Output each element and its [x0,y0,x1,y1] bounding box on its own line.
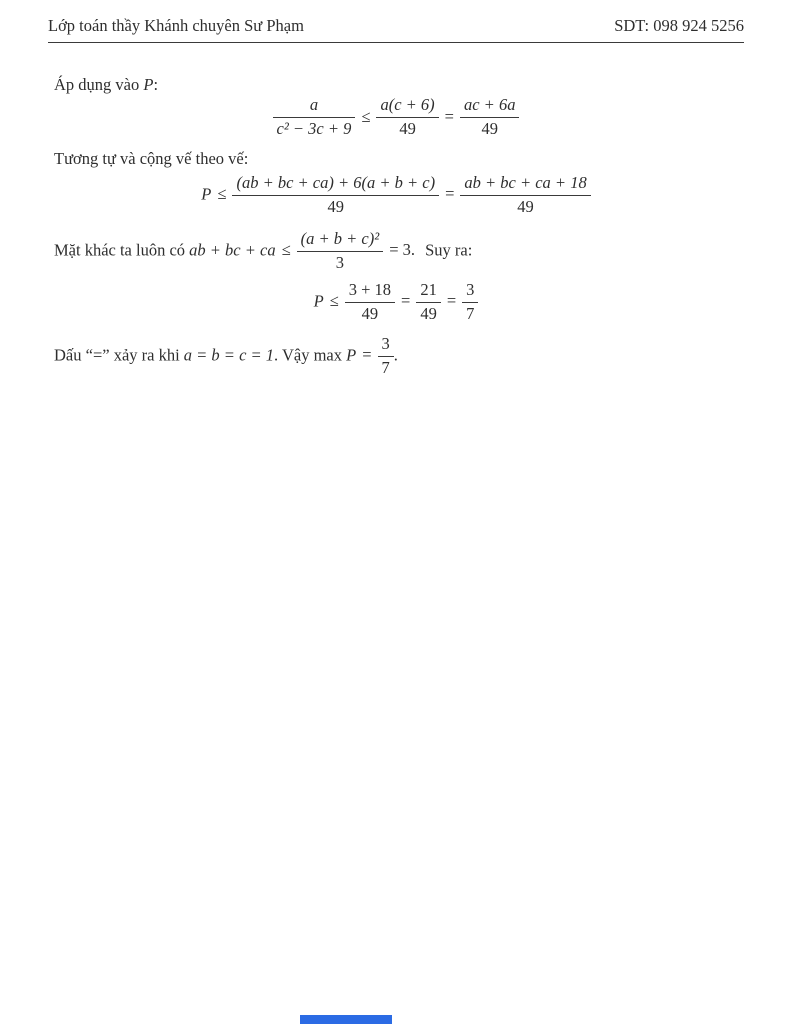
math-var-p: P [143,75,154,94]
text-run: . Vậy max [274,344,347,364]
fraction [378,335,394,378]
numerator: 3 [378,335,394,357]
numerator: ac + 6a [460,96,519,118]
text-run: Suy ra: [421,240,473,259]
text-run: Mặt khác ta luôn có [54,240,190,259]
denominator: 3 [335,252,345,272]
fraction [297,230,384,273]
fraction [232,174,439,217]
header-title: Lớp toán thầy Khánh chuyên Sư Phạm [48,16,304,35]
numerator: (ab + bc + ca) + 6(a + b + c) [232,174,439,196]
denominator: 49 [420,303,437,323]
equals-sign: = [446,290,457,310]
math-var-p: P [313,290,324,310]
paragraph-otherwise [48,230,744,273]
equals-sign: = [445,184,455,204]
text-run: . [393,344,398,364]
leq-sign: ≤ [217,184,227,204]
equation-2 [48,174,744,217]
numerator: 3 + 18 [345,281,395,303]
bottom-loading-bar [300,1015,392,1024]
denominator: 49 [361,303,379,323]
equals-sign: = [444,106,454,126]
numerator: a [273,96,356,118]
fraction [345,281,395,324]
equation-3 [48,281,744,324]
numerator: 21 [416,281,441,303]
denominator: 49 [399,119,416,139]
page-header [48,0,744,43]
denominator: 7 [466,303,475,323]
denominator: 49 [481,119,498,139]
denominator: 49 [517,196,534,216]
fraction [376,96,438,139]
equation-1 [48,96,744,139]
denominator: 7 [381,357,390,377]
denominator: 49 [327,196,345,216]
numerator: ab + bc + ca + 18 [460,174,590,196]
fraction [460,174,590,217]
equals-sign: = [401,290,411,310]
fraction [462,281,478,324]
header-phone: SDT: 098 924 5256 [614,16,744,35]
equals-three: = 3. [389,240,415,259]
numerator: (a + b + c)² [297,230,384,252]
math-var-p: P [346,344,357,364]
leq-sign: ≤ [281,240,291,259]
fraction [273,96,356,139]
paragraph-similar: Tương tự và cộng vế theo vế: [54,149,249,169]
fraction [460,96,519,139]
paragraph-apply [48,74,744,95]
math-var-p: P [201,184,212,204]
text-run: Áp dụng vào [54,75,144,94]
math-expr: a = b = c = 1 [183,344,275,364]
numerator: 3 [462,281,478,303]
text-run: Dấu “=” xảy ra khi [54,344,184,364]
numerator: a(c + 6) [376,96,438,118]
fraction [416,281,441,324]
leq-sign: ≤ [329,290,339,310]
denominator: c² − 3c + 9 [276,119,352,139]
equals-sign: = [362,344,372,364]
math-expr: ab + bc + ca [189,240,276,259]
paragraph-conclusion [48,335,744,378]
text-run: : [153,75,159,94]
leq-sign: ≤ [361,106,371,126]
